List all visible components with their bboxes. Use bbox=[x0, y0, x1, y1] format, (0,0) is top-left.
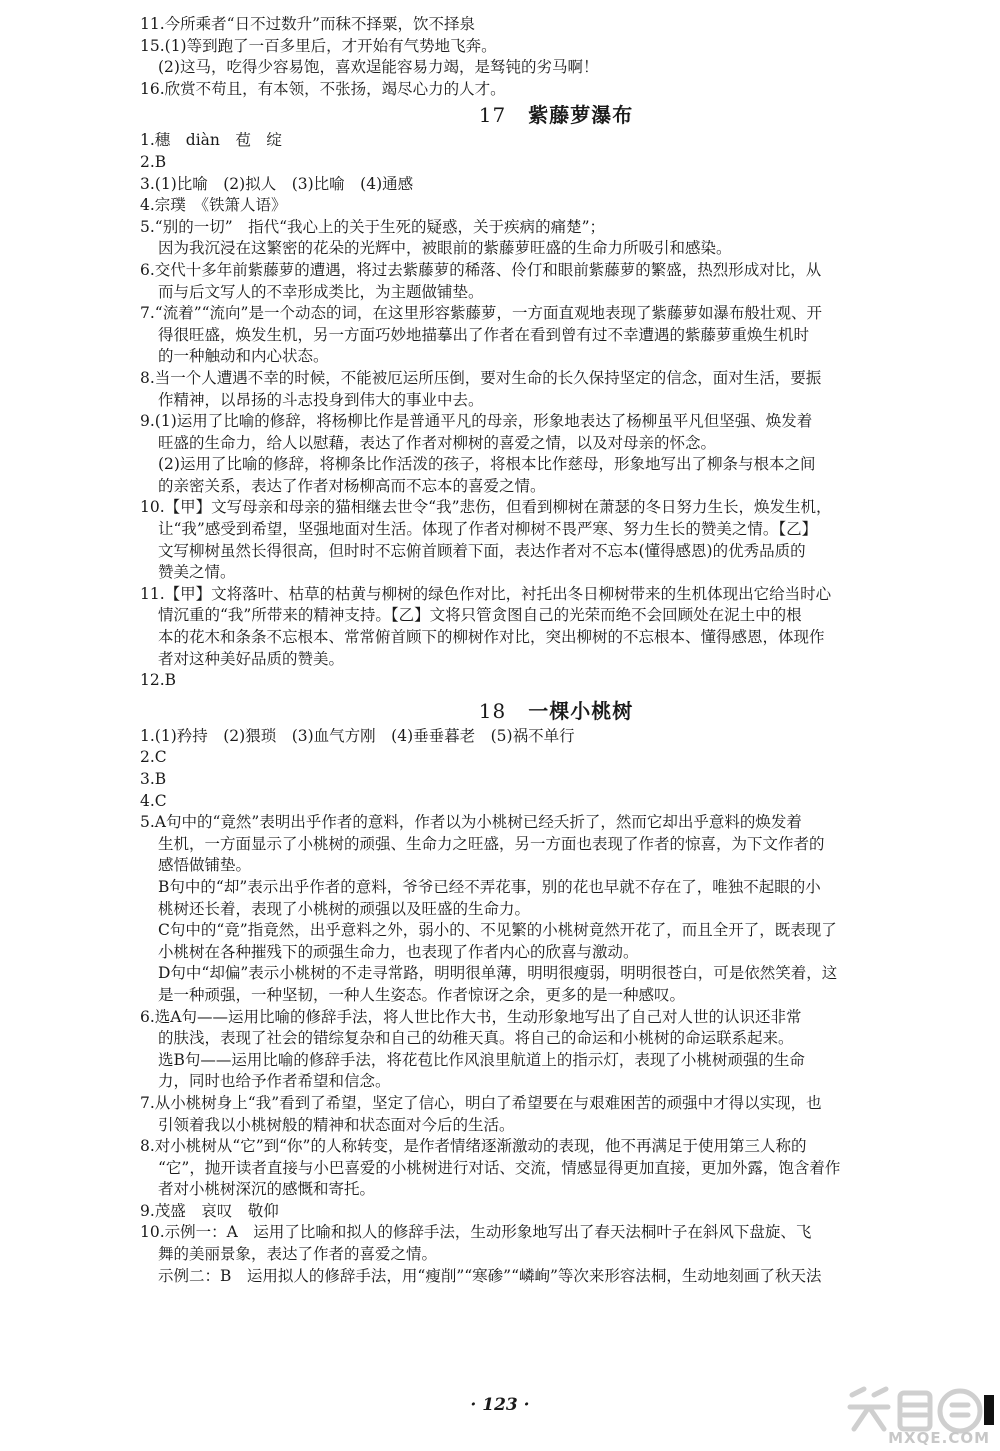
answer-line: 情沉重的“我”所带来的精神支持。【乙】文将只管贪图自己的光荣而绝不会回顾处在泥土中的根 bbox=[158, 606, 802, 625]
answer-line: 10.【甲】文写母亲和母亲的猫相继去世令“我”悲伤，但看到柳树在萧瑟的冬日努力生长，焕发生机， bbox=[140, 498, 832, 517]
answers-section-16 bbox=[140, 14, 972, 100]
answer-line: 因为我沉浸在这繁密的花朵的光辉中，被眼前的紫藤萝旺盛的生命力所吸引和感染。 bbox=[158, 239, 732, 258]
page-content bbox=[140, 14, 972, 1287]
watermark-url: MXQE.COM bbox=[888, 1429, 990, 1447]
answer-line: D句中“却偏”表示小桃树的不走寻常路，明明很单薄，明明很瘦弱，明明很苍白，可是依然笑着，这 bbox=[158, 964, 838, 983]
answer-line: 7.从小桃树身上“我”看到了希望，坚定了信心，明白了希望要在与艰难困苦的顽强中才得以实现，也 bbox=[140, 1093, 822, 1112]
answer-line: 本的花木和条条不忘根本、常常俯首顾下的柳树作对比，突出柳树的不忘根本、懂得感恩，体现作 bbox=[158, 628, 825, 647]
answer-line: 者对小桃树深沉的感慨和寄托。 bbox=[158, 1180, 376, 1199]
answer-line: 3.(1)比喻 (2)拟人 (3)比喻 (4)通感 bbox=[140, 174, 414, 193]
answer-line: 1.(1)矜持 (2)猥琐 (3)血气方刚 (4)垂垂暮老 (5)祸不单行 bbox=[140, 726, 575, 745]
answer-line: 让“我”感受到希望，坚强地面对生活。体现了作者对柳树不畏严寒、努力生长的赞美之情。【乙】 bbox=[158, 520, 818, 539]
section-17-title bbox=[140, 102, 972, 128]
answer-line: 桃树还长着，表现了小桃树的顽强以及旺盛的生命力。 bbox=[158, 899, 531, 918]
answer-line: 2.B bbox=[140, 152, 167, 171]
section-title-text: 紫藤萝瀑布 bbox=[528, 103, 634, 128]
answer-line: “它”，抛开读者直接与小巴喜爱的小桃树进行对话、交流，情感显得更加直接，更加外露，饱含着作 bbox=[158, 1158, 841, 1177]
answer-line: 4.C bbox=[140, 791, 167, 810]
answer-line: 5.“别的一切” 指代“我心上的关于生死的疑惑，关于疾病的痛楚”； bbox=[140, 217, 605, 236]
answer-line: 8.当一个人遭遇不幸的时候，不能被厄运所压倒，要对生命的长久保持坚定的信念，面对生活，要振 bbox=[140, 368, 822, 387]
answer-line: (2)这马，吃得少容易饱，喜欢逞能容易力竭，是驽钝的劣马啊！ bbox=[158, 58, 599, 77]
answer-line: 12.B bbox=[140, 671, 177, 690]
answer-line: 7.“流着”“流向”是一个动态的词，在这里形容紫藤萝，一方面直观地表现了紫藤萝如瀑布般壮观、开 bbox=[140, 304, 822, 323]
answer-line: 9.(1)运用了比喻的修辞，将杨柳比作是普通平凡的母亲，形象地表达了杨柳虽平凡但坚强、焕发着 bbox=[140, 412, 813, 431]
answer-line: 感悟做铺垫。 bbox=[158, 856, 252, 875]
answer-line: 10.示例一：A 运用了比喻和拟人的修辞手法，生动形象地写出了春天法桐叶子在斜风下盘旋、飞 bbox=[140, 1223, 812, 1242]
answer-line: 小桃树在各种摧残下的顽强生命力，也表现了作者内心的欣喜与激动。 bbox=[158, 942, 639, 961]
answers-section-17 bbox=[140, 130, 972, 691]
answer-line: 11.今所乘者“日不过数升”而秣不择粟，饮不择泉 bbox=[140, 15, 475, 33]
answer-line: 2.C bbox=[140, 748, 167, 767]
section-18-title bbox=[140, 698, 972, 724]
answer-line: 者对这种美好品质的赞美。 bbox=[158, 649, 345, 668]
answer-line: 作精神，以昂扬的斗志投身到伟大的事业中去。 bbox=[158, 390, 484, 409]
section-number: 18 bbox=[478, 698, 507, 723]
page-number: · 123 · bbox=[470, 1395, 530, 1415]
answer-line: 16.欣赏不苟且，有本领，不张扬，竭尽心力的人才。 bbox=[140, 79, 506, 98]
answer-line: B句中的“却”表示出乎作者的意料，爷爷已经不弄花事，别的花也早就不存在了，唯独不起眼的小 bbox=[158, 877, 821, 896]
answer-line: 11.【甲】文将落叶、枯草的枯黄与柳树的绿色作对比，衬托出冬日柳树带来的生机体现出它给当时心 bbox=[140, 584, 832, 603]
answer-line: 的一种触动和内心状态。 bbox=[158, 347, 329, 366]
answer-line: 而与后文写人的不幸形成类比，为主题做铺垫。 bbox=[158, 282, 484, 301]
answer-line: 得很旺盛，焕发生机，另一方面巧妙地描摹出了作者在看到曾有过不幸遭遇的紫藤萝重焕生机时 bbox=[158, 325, 810, 344]
answer-line: 示例二：B 运用拟人的修辞手法，用“瘦削”“寒碜”“嶙峋”等次来形容法桐，生动地刻画了秋天法 bbox=[158, 1266, 822, 1285]
answer-line: 选B句——运用比喻的修辞手法，将花苞比作风浪里航道上的指示灯，表现了小桃树顽强的生命 bbox=[158, 1050, 805, 1069]
answer-line: 5.A句中的“竟然”表明出乎作者的意料，作者以为小桃树已经夭折了，然而它却出乎意料的焕发着 bbox=[140, 813, 802, 832]
answer-line: 文写柳树虽然长得很高，但时时不忘俯首顾着下面，表达作者对不忘本(懂得感恩)的优秀品质的 bbox=[158, 541, 806, 560]
answer-line: 是一种顽强，一种坚韧，一种人生姿态。作者惊讶之余，更多的是一种感叹。 bbox=[158, 985, 686, 1004]
answer-line: 3.B bbox=[140, 770, 167, 788]
answer-line: 力，同时也给予作者希望和信念。 bbox=[158, 1072, 391, 1091]
answer-line: 引领着我以小桃树般的精神和状态面对今后的生活。 bbox=[158, 1115, 515, 1134]
answer-line: 赞美之情。 bbox=[158, 563, 236, 582]
answer-line: C句中的“竟”指竟然，出乎意料之外，弱小的、不见繁的小桃树竟然开花了，而且全开了，既表现了 bbox=[158, 921, 837, 940]
answer-line: 的亲密关系，表达了作者对杨柳高而不忘本的喜爱之情。 bbox=[158, 476, 546, 495]
answer-line: 的肤浅，表现了社会的错综复杂和自己的幼稚天真。将自己的命运和小桃树的命运联系起来。 bbox=[158, 1029, 794, 1048]
answer-line: 6.交代十多年前紫藤萝的遭遇，将过去紫藤萝的稀落、伶仃和眼前紫藤萝的繁盛，热烈形成对比，从 bbox=[140, 260, 822, 279]
answer-line: 4.宗璞 《铁箫人语》 bbox=[140, 196, 287, 215]
answer-line: 15.(1)等到跑了一百多里后，才开始有气势地飞奔。 bbox=[140, 36, 497, 55]
answer-line: 8.对小桃树从“它”到“你”的人称转变，是作者情绪逐渐激动的表现，他不再满足于使用第三人称的 bbox=[140, 1137, 807, 1156]
answer-line: 6.选A句——运用比喻的修辞手法，将人世比作大书，生动形象地写出了自己对人世的认识还非常 bbox=[140, 1007, 802, 1026]
section-number: 17 bbox=[478, 103, 507, 128]
answers-section-18 bbox=[140, 726, 972, 1287]
section-title-text: 一棵小桃树 bbox=[528, 698, 634, 723]
answer-line: (2)运用了比喻的修辞，将柳条比作活泼的孩子，将根本比作慈母，形象地写出了柳条与根本之间 bbox=[158, 455, 816, 474]
answer-line: 9.茂盛 哀叹 敬仰 bbox=[140, 1201, 279, 1220]
answer-line: 1.穗 diàn 苞 绽 bbox=[140, 131, 282, 150]
answer-line: 生机，一方面显示了小桃树的顽强、生命力之旺盛，另一方面也表现了作者的惊喜，为下文作者的 bbox=[158, 834, 825, 853]
answer-line: 旺盛的生命力，给人以慰藉，表达了作者对柳树的喜爱之情，以及对母亲的怀念。 bbox=[158, 433, 717, 452]
answer-line: 舞的美丽景象，表达了作者的喜爱之情。 bbox=[158, 1245, 438, 1264]
